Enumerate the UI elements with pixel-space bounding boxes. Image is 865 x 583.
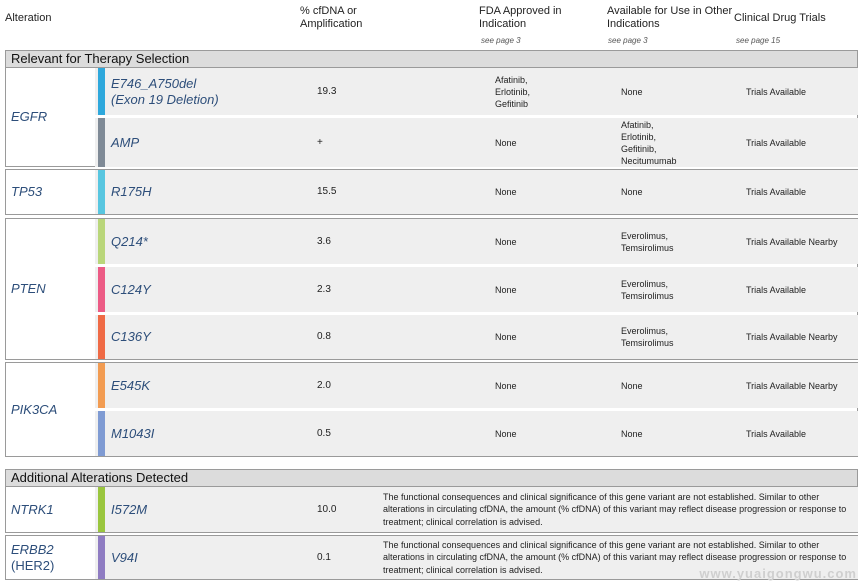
- fda-drugs: None: [495, 187, 517, 197]
- cfdna-value: 15.5: [317, 186, 337, 197]
- alteration-name: [111, 315, 151, 359]
- color-bar: [98, 487, 105, 532]
- trials-status: Trials Available Nearby: [746, 380, 838, 391]
- alteration-row-pten-q214: [95, 219, 858, 264]
- alteration-line: Q214*: [111, 233, 148, 249]
- alteration-line: E545K: [111, 377, 151, 393]
- alteration-row-egfr-del: [95, 68, 858, 115]
- color-bar: [98, 315, 105, 359]
- gene-label: NTRK1: [11, 501, 54, 517]
- gene-label: ERBB2: [11, 541, 54, 557]
- gene-name-pik3ca: [6, 363, 94, 456]
- fda-drugs: [495, 68, 530, 115]
- trials-status: Trials Available: [746, 428, 807, 439]
- alteration-row-pik3ca-e545k: [95, 363, 858, 408]
- other-drugs: [621, 219, 674, 264]
- section-therapy-selection: Relevant for Therapy Selection: [5, 50, 858, 68]
- drug-name: Erlotinib,: [621, 131, 657, 142]
- trials-status: Trials Available: [746, 284, 807, 295]
- alteration-line: V94I: [111, 549, 138, 565]
- other-drugs: None: [621, 187, 643, 197]
- other-drugs: [621, 315, 674, 359]
- fda-drugs: None: [495, 428, 517, 439]
- alteration-line: AMP: [111, 134, 140, 150]
- variant-note: The functional consequences and clinical significance of this gene variant are not established. Similar to other alterations in circulating cfDNA, the amount (% cfDNA) of this variant may reflect disease progression or response to treatment; clinical correlation is advised.: [383, 539, 847, 575]
- header-cfdna: % cfDNA or Amplification: [300, 5, 363, 30]
- drug-name: Temsirolimus: [621, 242, 674, 253]
- cfdna-value: +: [317, 136, 323, 148]
- color-bar: [98, 536, 105, 579]
- alteration-line: C136Y: [111, 329, 151, 344]
- color-bar: [98, 363, 105, 408]
- other-drugs: None: [621, 86, 643, 97]
- alteration-row-pten-c124y: [95, 267, 858, 312]
- trials-status: Trials Available: [746, 86, 807, 97]
- alteration-name: [111, 219, 148, 264]
- header-fda: FDA Approved in Indication: [479, 5, 562, 30]
- color-bar: [98, 219, 105, 264]
- fda-drugs: None: [495, 332, 517, 342]
- alteration-row-ntrk1: [95, 487, 858, 532]
- drug-name: Gefitinib: [495, 98, 529, 109]
- drug-name: Erlotinib,: [495, 86, 531, 97]
- gene-group-egfr: [5, 67, 858, 167]
- gene-name-tp53: [6, 170, 94, 214]
- trials-status: Trials Available: [746, 187, 807, 197]
- other-drugs: [621, 267, 674, 312]
- variant-note: The functional consequences and clinical significance of this gene variant are not established. Similar to other alterations in circulating cfDNA, the amount (% cfDNA) of this variant may reflect disease progression or response to treatment; clinical correlation is advised.: [383, 491, 847, 527]
- drug-name: Afatinib,: [621, 119, 654, 130]
- alteration-row-pik3ca-m1043i: [95, 411, 858, 456]
- gene-name-erbb2: [6, 536, 94, 579]
- drug-name: Everolimus,: [621, 278, 669, 289]
- alteration-line: (Exon 19 Deletion): [111, 91, 219, 107]
- alteration-line: I572M: [111, 501, 148, 517]
- header-trials: Clinical Drug Trials: [734, 12, 826, 24]
- header-other-sub: see page 3: [608, 36, 648, 45]
- drug-name: Everolimus,: [621, 326, 669, 336]
- gene-group-ntrk1: [5, 486, 858, 533]
- header-trials-sub: see page 15: [736, 36, 781, 45]
- drug-name: Temsirolimus: [621, 338, 674, 348]
- gene-alias: (HER2): [11, 557, 55, 573]
- trials-status: Trials Available Nearby: [746, 332, 838, 342]
- alteration-name: [111, 118, 139, 167]
- gene-group-pik3ca: [5, 362, 858, 457]
- gene-label: EGFR: [11, 109, 48, 124]
- color-bar: [98, 118, 105, 167]
- gene-name-ntrk1: [6, 487, 94, 532]
- cfdna-value: 3.6: [317, 235, 331, 247]
- header-alteration: Alteration: [5, 12, 52, 24]
- cfdna-value: 2.0: [317, 379, 331, 391]
- alteration-name: [111, 267, 151, 312]
- cfdna-value: 2.3: [317, 283, 331, 295]
- watermark: www.yuaigongwu.com: [699, 566, 857, 581]
- alteration-name: [111, 536, 138, 579]
- gene-group-pten: [5, 218, 858, 360]
- gene-label: PTEN: [11, 281, 46, 296]
- cfdna-value: 0.1: [317, 551, 331, 563]
- header-other: Available for Use in Other Indications: [607, 5, 733, 30]
- drug-name: Temsirolimus: [621, 290, 674, 301]
- alteration-row-egfr-amp: [95, 118, 858, 167]
- cfdna-value: 0.8: [317, 331, 331, 342]
- gene-name-egfr: [6, 68, 94, 166]
- fda-drugs: None: [495, 380, 517, 391]
- alteration-name: [111, 411, 154, 456]
- alteration-row-pten-c136y: [95, 315, 858, 359]
- fda-drugs: None: [495, 137, 517, 148]
- other-drugs: [621, 118, 677, 167]
- drug-name: Gefitinib,: [621, 143, 657, 154]
- fda-drugs: None: [495, 284, 517, 295]
- alteration-name: [111, 363, 150, 408]
- gene-label: TP53: [11, 184, 43, 199]
- color-bar: [98, 170, 105, 214]
- fda-drugs: None: [495, 236, 517, 247]
- other-drugs: None: [621, 380, 643, 391]
- alteration-line: E746_A750del: [111, 75, 197, 91]
- color-bar: [98, 68, 105, 115]
- alteration-line: R175H: [111, 184, 152, 199]
- alteration-line: M1043I: [111, 425, 155, 441]
- cfdna-value: 0.5: [317, 427, 331, 439]
- color-bar: [98, 267, 105, 312]
- alteration-name: [111, 68, 219, 115]
- alteration-line: C124Y: [111, 281, 151, 297]
- alteration-name: [111, 487, 147, 532]
- drug-name: Necitumumab: [621, 155, 677, 166]
- color-bar: [98, 411, 105, 456]
- cfdna-value: 10.0: [317, 503, 337, 515]
- section-additional-alterations: Additional Alterations Detected: [5, 469, 858, 487]
- cfdna-value: 19.3: [317, 85, 337, 97]
- trials-status: Trials Available: [746, 137, 807, 148]
- other-drugs: None: [621, 428, 643, 439]
- alteration-row-tp53: [95, 170, 858, 214]
- header-fda-sub: see page 3: [481, 36, 521, 45]
- drug-name: Everolimus,: [621, 230, 669, 241]
- drug-name: Afatinib,: [495, 74, 528, 85]
- alteration-name: [111, 170, 151, 214]
- gene-label: PIK3CA: [11, 401, 58, 417]
- gene-group-tp53: [5, 169, 858, 215]
- trials-status: Trials Available Nearby: [746, 236, 838, 247]
- gene-name-pten: [6, 219, 94, 359]
